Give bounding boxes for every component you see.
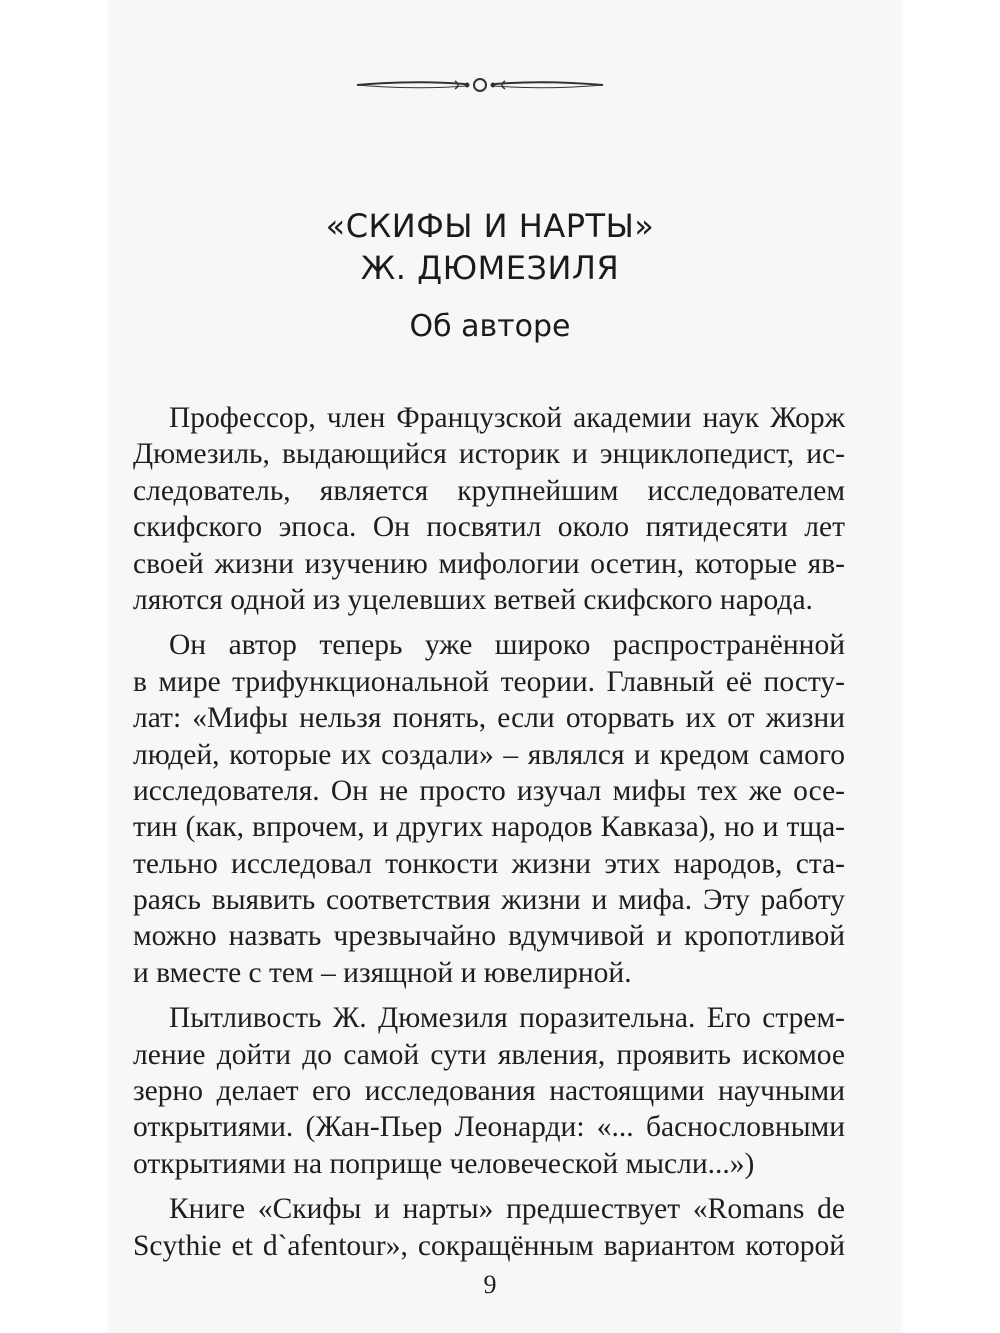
- text-line: исследователя. Он не просто изучал мифы тех же осе-: [133, 774, 845, 807]
- paragraph: [133, 627, 845, 991]
- text-line: тельно исследовал тонкости жизни этих народов, ста-: [133, 847, 845, 880]
- paragraph: [133, 400, 845, 618]
- text-line: Scythie et d`afentour», сокращённым вариантом которой: [133, 1229, 845, 1262]
- page-number: 9: [483, 1270, 497, 1299]
- text-line: ление дойти до самой сути явления, проявить искомое: [133, 1038, 845, 1071]
- chapter-title-line-2: Ж. ДЮМЕЗИЛЯ: [360, 249, 620, 287]
- paragraph: [133, 1000, 845, 1182]
- text-line: ляются одной из уцелевших ветвей скифского народа.: [133, 583, 813, 616]
- text-line: Книге «Скифы и нарты» предшествует «Romans de: [169, 1193, 845, 1226]
- text-line: людей, которые их создали» – являлся и кредом самого: [133, 738, 845, 771]
- text-line: открытиями. (Жан-Пьер Леонарди: «... баснословными: [133, 1111, 845, 1144]
- chapter-title-line-1: «СКИФЫ И НАРТЫ»: [325, 207, 655, 245]
- text-line: Пытливость Ж. Дюмезиля поразительна. Его стрем-: [169, 1002, 845, 1035]
- body-text: [133, 400, 845, 1264]
- ornament-divider: [355, 72, 605, 98]
- text-line: Дюмезиль, выдающийся историк и энциклопедист, ис-: [133, 438, 845, 471]
- chapter-heading: [135, 205, 845, 347]
- text-line: открытиями на поприще человеческой мысли...»): [133, 1147, 755, 1180]
- text-line: можно назвать чрезвычайно вдумчивой и кропотливой: [133, 920, 845, 953]
- text-line: скифского эпоса. Он посвятил около пятидесяти лет: [133, 511, 845, 544]
- text-line: тин (как, впрочем, и других народов Кавказа), но и тща-: [133, 811, 845, 844]
- text-line: своей жизни изучению мифологии осетин, которые яв-: [133, 547, 845, 580]
- text-line: Профессор, член Французской академии наук Жорж: [169, 402, 845, 434]
- text-line: следователь, является крупнейшим исследователем: [133, 474, 845, 507]
- text-line: раясь выявить соответствия жизни и мифа. Эту работу: [133, 884, 845, 917]
- text-line: и вместе с тем – изящной и ювелирной.: [133, 956, 632, 989]
- text-line: зерно делает его исследования настоящими научными: [133, 1075, 845, 1108]
- text-line: в мире трифункциональной теории. Главный её посту-: [133, 665, 845, 698]
- text-line: Он автор теперь уже широко распространённой: [169, 629, 845, 662]
- section-subtitle: Об авторе: [409, 309, 571, 344]
- paragraph: [133, 1191, 845, 1264]
- text-line: лат: «Мифы нельзя понять, если оторвать их от жизни: [133, 702, 845, 735]
